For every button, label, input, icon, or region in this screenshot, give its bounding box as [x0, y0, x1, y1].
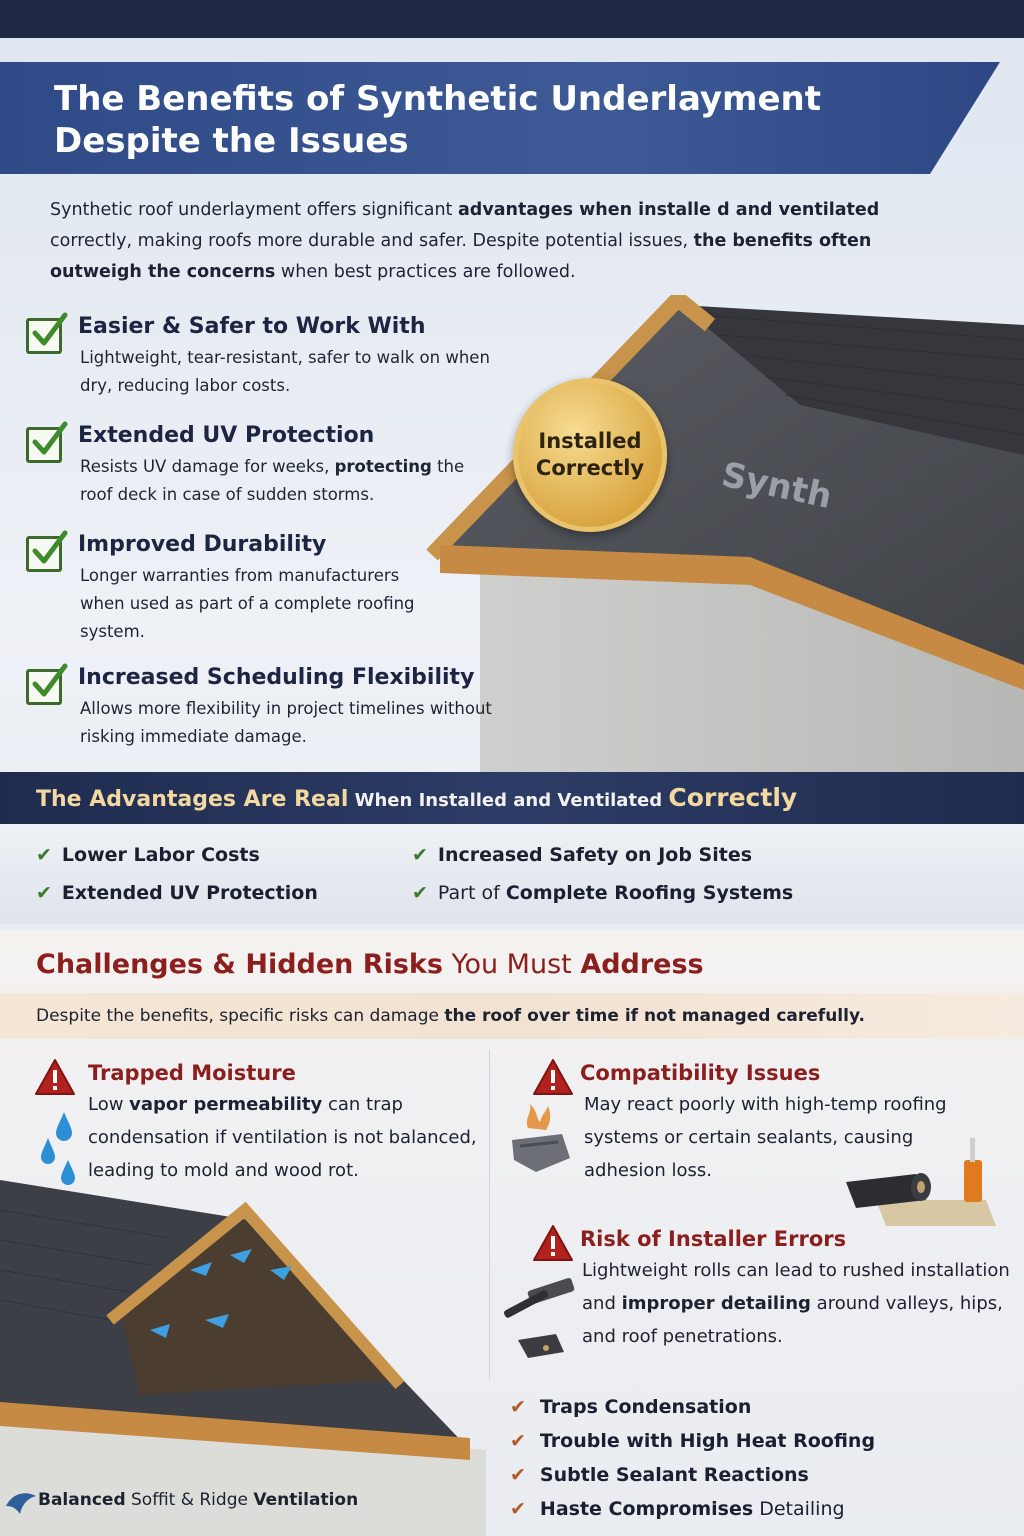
benefit-text-part: Resists UV damage for weeks,	[80, 457, 335, 476]
vent-label-bold-1: Balanced	[38, 1490, 126, 1510]
risk-text	[88, 1088, 488, 1187]
checkbox-icon	[26, 427, 62, 463]
risk-text-part: Low	[88, 1094, 130, 1115]
benefit-text-bold: protecting	[334, 457, 432, 476]
advantage-item	[36, 842, 260, 868]
risk-summary-item	[510, 1390, 875, 1424]
intro-text-1: Synthetic roof underlayment offers significant	[50, 200, 458, 220]
badge-line-1: Installed	[538, 429, 642, 453]
intro-text-2: correctly, making roofs more durable and safer. Despite potential issues,	[50, 231, 694, 251]
advantage-label: Increased Safety on Job Sites	[437, 844, 753, 866]
ventilation-label	[38, 1486, 358, 1514]
title-line-1: The Benefits of Synthetic Underlayment	[54, 79, 821, 119]
check-icon: ✔	[412, 882, 428, 904]
checkbox-icon	[26, 536, 62, 572]
risk-text-bold: improper detailing	[621, 1293, 811, 1314]
advantage-label: Extended UV Protection	[61, 882, 318, 904]
risk-summary-item	[510, 1492, 875, 1526]
risk-text-part: around valleys, hips, and roof penetrations.	[582, 1293, 1003, 1347]
benefit-easier-safer	[26, 312, 496, 400]
benefit-text	[80, 453, 496, 509]
benefit-title: Extended UV Protection	[78, 423, 375, 448]
ventilation-icon	[4, 1484, 38, 1518]
check-icon: ✔	[36, 882, 52, 904]
vent-label-text: Soffit & Ridge	[125, 1490, 254, 1510]
check-icon: ✔	[412, 844, 428, 866]
check-icon: ✔	[510, 1430, 526, 1452]
vent-label-bold-2: Ventilation	[253, 1490, 359, 1510]
chal-title-b: You Must	[442, 949, 581, 980]
advantages-area	[0, 824, 1024, 924]
risk-summary-label: Subtle Sealant Reactions	[539, 1464, 809, 1486]
intro-bold-1: advantages when installe d and ventilated	[458, 200, 880, 220]
benefit-text: Lightweight, tear-resistant, safer to walk on when dry, reducing labor costs.	[80, 348, 490, 395]
installed-correctly-badge	[513, 378, 667, 532]
risk-text-bold: vapor permeability	[129, 1094, 323, 1115]
risk-title: Compatibility Issues	[580, 1061, 821, 1085]
advantage-item	[412, 880, 793, 906]
warning-icon	[532, 1224, 574, 1262]
risk-installer-errors	[532, 1224, 1012, 1353]
benefit-durability	[26, 530, 496, 646]
risk-summary-label-part: Detailing	[753, 1498, 845, 1520]
water-drops-icon	[38, 1108, 82, 1188]
risk-text-part: can trap condensation if ventilation is not balanced, leading to mold and wood rot.	[88, 1094, 477, 1181]
checkbox-icon	[26, 669, 62, 705]
roll-and-sealant-icon	[846, 1130, 1006, 1230]
risk-summary-item	[510, 1424, 875, 1458]
chal-title-a: Challenges & Hidden Risks	[36, 949, 443, 980]
check-icon: ✔	[510, 1396, 526, 1418]
risk-summary-label: Haste Compromises	[539, 1498, 754, 1520]
check-icon: ✔	[36, 844, 52, 866]
benefit-title: Easier & Safer to Work With	[78, 314, 426, 339]
benefit-scheduling	[26, 663, 496, 751]
risk-title: Risk of Installer Errors	[580, 1227, 847, 1251]
intro-paragraph	[50, 195, 950, 288]
adv-title-c: Correctly	[668, 783, 798, 812]
benefit-text: Allows more flexibility in project timelines without risking immediate damage.	[80, 699, 492, 746]
challenges-subtitle	[36, 1001, 865, 1031]
advantage-label: Lower Labor Costs	[61, 844, 260, 866]
risk-text	[582, 1254, 1012, 1353]
check-icon: ✔	[510, 1498, 526, 1520]
title-line-2: Despite the Issues	[54, 121, 409, 161]
advantage-label-part: Part of	[437, 882, 506, 904]
risk-summary-list	[510, 1390, 875, 1526]
risk-text-part: Lightweight rolls can lead to rushed installation and	[582, 1260, 1010, 1314]
risk-trapped-moisture	[34, 1058, 494, 1187]
challenges-title	[36, 946, 704, 984]
heat-shingle-icon	[506, 1098, 576, 1178]
badge-line-2: Correctly	[535, 456, 645, 480]
chal-sub-b: the roof over time if not managed carefully.	[444, 1006, 865, 1026]
page-title	[54, 78, 914, 162]
roof-brand-text: Synth	[718, 454, 836, 517]
advantage-label-bold: Complete Roofing Systems	[505, 882, 794, 904]
intro-bold-2: the benefits often outweigh the concerns	[50, 231, 872, 282]
risk-text: May react poorly with high-temp roofing systems or certain sealants, causing adhesion loss.	[584, 1094, 947, 1181]
adv-title-a: The Advantages Are Real	[36, 787, 349, 812]
advantage-item	[412, 842, 752, 868]
attic-ventilation-illustration	[0, 1180, 486, 1536]
advantage-item	[36, 880, 318, 906]
warning-icon	[532, 1058, 574, 1096]
advantages-title	[36, 782, 797, 817]
top-bar	[0, 0, 1024, 38]
warning-icon	[34, 1058, 76, 1096]
benefit-title: Improved Durability	[78, 532, 327, 557]
check-icon: ✔	[510, 1464, 526, 1486]
hammer-icon	[498, 1278, 582, 1364]
chal-title-c: Address	[580, 949, 704, 980]
benefit-uv-protection	[26, 421, 496, 509]
benefit-text: Longer warranties from manufacturers when used as part of a complete roofing system.	[80, 566, 415, 641]
risk-summary-label: Traps Condensation	[539, 1396, 752, 1418]
roof-illustration	[420, 295, 1024, 775]
chal-sub-a: Despite the benefits, specific risks can damage	[36, 1006, 445, 1026]
intro-text-3: when best practices are followed.	[275, 262, 576, 282]
adv-title-b: When Installed and Ventilated	[348, 790, 669, 811]
risk-summary-item	[510, 1458, 875, 1492]
risk-title: Trapped Moisture	[88, 1061, 296, 1085]
risk-summary-label: Trouble with High Heat Roofing	[539, 1430, 876, 1452]
checkbox-icon	[26, 318, 62, 354]
benefit-title: Increased Scheduling Flexibility	[78, 665, 475, 690]
benefit-text-part: the roof deck in case of sudden storms.	[80, 457, 465, 504]
